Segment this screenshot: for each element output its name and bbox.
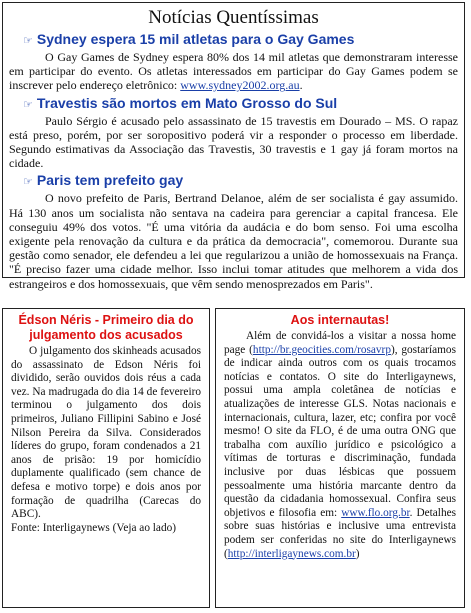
news-body bbox=[9, 50, 458, 93]
edson-neris-box bbox=[2, 308, 210, 608]
headline-text: Paris tem prefeito gay bbox=[36, 172, 184, 189]
body-part: Além de convidá-los a visitar a nossa home page ( bbox=[224, 330, 456, 356]
headline-text: Travestis são mortos em Mato Grosso do Sul bbox=[36, 94, 338, 111]
news-headline bbox=[23, 172, 458, 190]
sydney-link[interactable]: www.sydney2002.org.au bbox=[180, 78, 300, 93]
pointing-hand-icon: ☞ bbox=[23, 98, 33, 111]
headline-text: Sydney espera 15 mil atletas para o Gay Games bbox=[36, 31, 355, 47]
interligaynews-link[interactable]: http://interligaynews.com.br bbox=[227, 547, 356, 560]
box-body: O julgamento dos skinheads acusados do assassinato de Edson Néris foi dividido, serão ouvidos dois réus a cada vez. Na madrugada do dia 14 de fevereiro terminou o julgamento dos dois primeiros, Juliano Fillipini Sabino e José Nilson Pereira da Silva. Considerados líderes do grupo, foram condenados a 21 anos de prisão: 19 por homicídio duplamente qualificado (sem chance de defesa e motivo torpe) e dois anos por formação de quadrilha (Carecas do ABC). bbox=[11, 345, 201, 521]
body-part: ) bbox=[355, 547, 360, 560]
box-source: Fonte: Interligaynews (Veja ao lado) bbox=[11, 521, 177, 534]
section-title: Notícias Quentíssimas bbox=[148, 7, 319, 28]
body-part: . Detalhes sobre suas histórias e inclusive uma entrevista podem ser conferidas no site do Interligaynews ( bbox=[224, 506, 456, 560]
body-text: O Gay Games de Sydney espera 80% dos 14 mil atletas que demonstraram interesse em participar do evento. Os atletas interessados em participar do Gay Games podem se inscrever pelo endereço eletrônico: bbox=[9, 50, 458, 93]
box-body bbox=[224, 330, 456, 561]
body-part: ), gostaríamos de indicar ainda outros com os quais trocamos notícias e contatos. O site do Interligaynews, possui uma ampla coletânea de notícias e atualizações de interesse GLS. Notas nacionais e internacionais, cultura, lazer, etc; confira por você mesmo! O site da FLO, é de uma outra ONG que trabalha com auxílio jurídico e psicológico a vítimas de torturas e discriminação, fundada inclusive por duas lésbicas que possuem pessoalmente uma história marcante dentro da questão da cidadania homossexual. Confira seus objetivos e filosofia em: bbox=[224, 343, 456, 519]
pointing-hand-icon: ☞ bbox=[23, 35, 33, 47]
news-item-sydney bbox=[3, 31, 464, 93]
news-body: O novo prefeito de Paris, Bertrand Delanoe, além de ser socialista é gay assumido. Há 130 anos um socialista não sentava na cadeira para gerenciar a capital francesa. Ele conseguiu 49% dos votos. "É uma vitória da audácia e do bom senso. Foi uma escolha exigente pela renovação da cultura e da prática da democracia", comemorou. Durante sua gestão como senador, ele defendeu a lei que regularizou a união de homossexuais na França. "É preciso fazer uma cidade melhor. Isso inclui tomar atitudes que melhorem a vida dos estrangeiros e dos homossexuais, que vêm sendo menosprezados em Paris". bbox=[9, 191, 458, 291]
box-title: Édson Néris - Primeiro dia do julgamento dos acusados bbox=[18, 313, 194, 342]
box-title: Aos internautas! bbox=[290, 313, 390, 327]
news-headline bbox=[23, 31, 458, 49]
news-item-paris bbox=[3, 172, 464, 290]
rosavrp-link[interactable]: http://br.geocities.com/rosavrp bbox=[252, 343, 391, 356]
news-panel bbox=[2, 2, 465, 291]
news-headline bbox=[23, 95, 458, 113]
body-end: . bbox=[299, 78, 303, 93]
pointing-hand-icon: ☞ bbox=[23, 176, 33, 189]
internautas-box bbox=[215, 308, 465, 608]
news-item-travestis bbox=[3, 95, 464, 171]
news-body: Paulo Sérgio é acusado pelo assassinato de 15 travestis em Dourado – MS. O rapaz está preso, porém, por ser soropositivo poderá vir a responder o processo em liberdade. Segundo estimativas da Associação das Travestis, 30 travestis e 1 gay já foram mortos na cidade. bbox=[9, 113, 458, 171]
flo-link[interactable]: www.flo.org.br bbox=[341, 506, 410, 519]
